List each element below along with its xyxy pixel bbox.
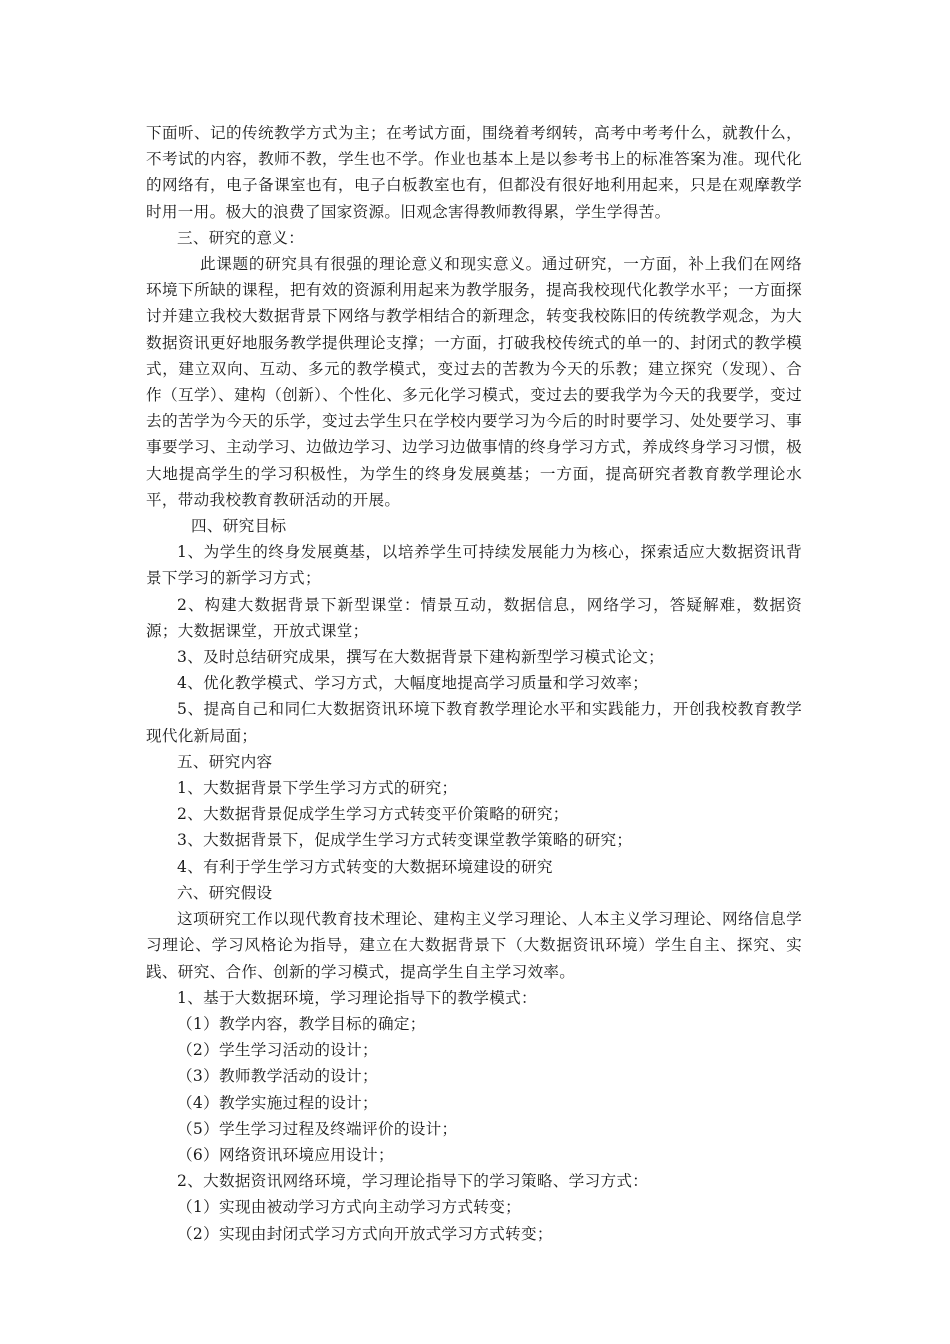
- document-page: [146, 120, 802, 1247]
- hypothesis-subitem-6: （6）网络资讯环境应用设计；: [177, 1145, 394, 1164]
- hypothesis-subitem-3: （3）教师教学活动的设计；: [177, 1067, 378, 1086]
- objective-item-1: 1、为学生的终身发展奠基，以培养学生可持续发展能力为核心，探索适应大数据资讯背景下学习的新学习方式；: [146, 543, 802, 588]
- hypothesis-subitem-2: （2）学生学习活动的设计；: [177, 1041, 378, 1060]
- objective-item-2: 2、构建大数据背景下新型课堂：情景互动，数据信息，网络学习，答疑解难，数据资源；大数据课堂，开放式课堂；: [146, 595, 802, 640]
- paragraph-hypothesis: 这项研究工作以现代教育技术理论、建构主义学习理论、人本主义学习理论、网络信息学习理论、学习风格论为指导，建立在大数据背景下（大数据资讯环境）学生自主、探究、实践、研究、合作、创新的学习模式，提高学生自主学习效率。: [146, 910, 802, 981]
- content-item-1: 1、大数据背景下学生学习方式的研究；: [177, 779, 458, 798]
- strategy-subitem-1: （1）实现由被动学习方式向主动学习方式转变；: [177, 1198, 521, 1217]
- hypothesis-item-2: 2、大数据资讯网络环境，学习理论指导下的学习策略、学习方式：: [177, 1172, 649, 1191]
- hypothesis-subitem-1: （1）教学内容，教学目标的确定；: [177, 1014, 426, 1033]
- strategy-subitem-2: （2）实现由封闭式学习方式向开放式学习方式转变；: [177, 1224, 553, 1243]
- hypothesis-item-1: 1、基于大数据环境，学习理论指导下的教学模式：: [177, 988, 537, 1007]
- objective-item-4: 4、优化教学模式、学习方式，大幅度地提高学习质量和学习效率；: [177, 674, 649, 693]
- paragraph-background-continued: 下面听、记的传统教学方式为主；在考试方面，围绕着考纲转，高考中考考什么，就教什么，不考试的内容，教师不教，学生也不学。作业也基本上是以参考书上的标准答案为准。现代化的网络有，电子备课室也有，电子白板教室也有，但都没有很好地利用起来，只是在观摩教学时用一用。极大的浪费了国家资源。旧观念害得教师教得累，学生学得苦。: [146, 124, 802, 221]
- hypothesis-subitem-5: （5）学生学习过程及终端评价的设计；: [177, 1119, 458, 1138]
- heading-significance: 三、研究的意义：: [177, 228, 305, 247]
- heading-content: 五、研究内容: [177, 752, 273, 771]
- content-item-3: 3、大数据背景下，促成学生学习方式转变课堂教学策略的研究；: [177, 831, 633, 850]
- objective-item-3: 3、及时总结研究成果，撰写在大数据背景下建构新型学习模式论文；: [177, 648, 665, 667]
- hypothesis-subitem-4: （4）教学实施过程的设计；: [177, 1093, 378, 1112]
- content-item-4: 4、有利于学生学习方式转变的大数据环境建设的研究: [177, 857, 553, 876]
- paragraph-significance: 此课题的研究具有很强的理论意义和现实意义。通过研究，一方面，补上我们在网络环境下所缺的课程，把有效的资源利用起来为教学服务，提高我校现代化教学水平；一方面探讨并建立我校大数据背景下网络与教学相结合的新理念，转变我校陈旧的传统教学观念，为大数据资讯更好地服务教学提供理论支撑；一方面，打破我校传统式的单一的、封闭式的教学模式，建立双向、互动、多元的教学模式，变过去的苦教为今天的乐教；建立探究（发现）、合作（互学）、建构（创新）、个性化、多元化学习模式，变过去的要我学为今天的我要学，变过去的苦学为今天的乐学，变过去学生只在学校内要学习为今后的时时要学习、处处要学习、事事要学习、主动学习、边做边学习、边学习边做事情的终身学习方式，养成终身学习习惯，极大地提高学生的学习积极性，为学生的终身发展奠基；一方面，提高研究者教育教学理论水平，带动我校教育教研活动的开展。: [146, 255, 802, 509]
- content-item-2: 2、大数据背景促成学生学习方式转变平价策略的研究；: [177, 805, 569, 824]
- heading-hypothesis: 六、研究假设: [177, 883, 273, 902]
- heading-objectives: 四、研究目标: [191, 517, 287, 536]
- objective-item-5: 5、提高自己和同仁大数据资讯环境下教育教学理论水平和实践能力，开创我校教育教学现代化新局面；: [146, 700, 802, 745]
